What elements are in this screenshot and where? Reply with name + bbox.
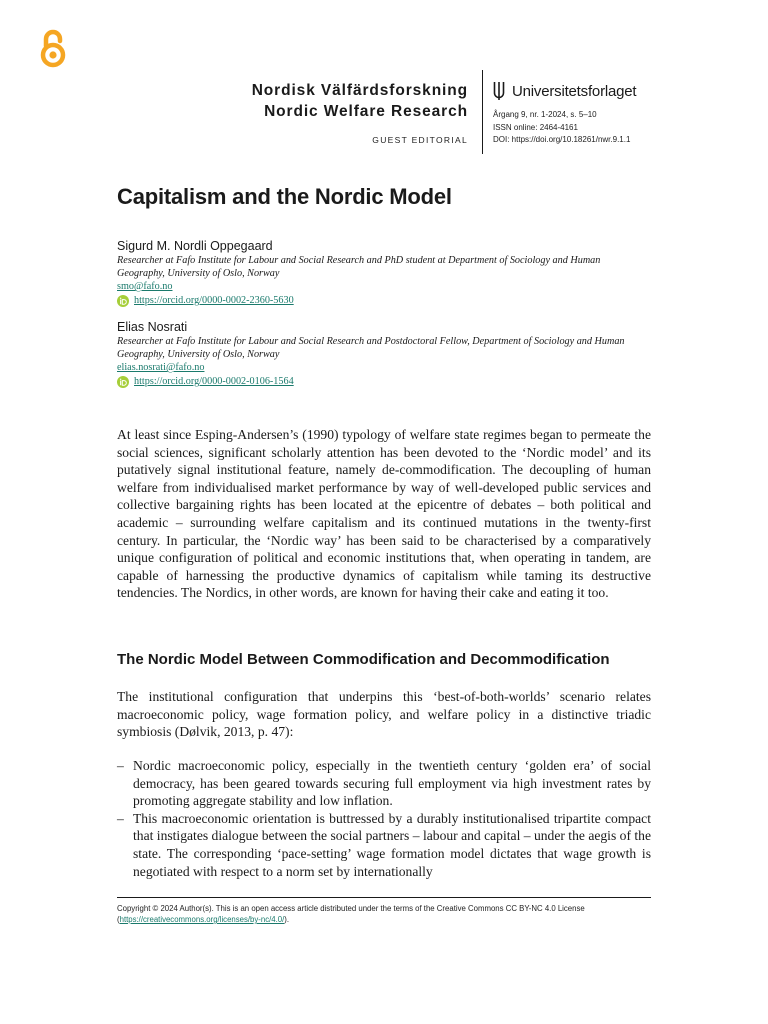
article-meta <box>493 109 636 147</box>
list-dash: – <box>117 810 124 826</box>
author-name: Sigurd M. Nordli Oppegaard <box>117 239 273 253</box>
universitetsforlaget-logo-icon <box>493 81 505 101</box>
author-orcid-link[interactable]: https://orcid.org/0000-0002-2360-5630 <box>117 293 657 309</box>
journal-title-en: Nordic Welfare Research <box>264 103 468 120</box>
bullet-list <box>117 757 651 880</box>
section-heading: The Nordic Model Between Commodification and Decommodification <box>117 651 610 668</box>
issue-info: Årgang 9, nr. 1-2024, s. 5–10 <box>493 110 597 119</box>
publisher-name: Universitetsforlaget <box>512 82 637 100</box>
author-block <box>117 238 657 309</box>
article-title: Capitalism and the Nordic Model <box>117 184 452 209</box>
author-name: Elias Nosrati <box>117 320 188 334</box>
list-item: – Nordic macroeconomic policy, especially in the twentieth century ‘golden era’ of social democracy, has been geared towards securing full employment via high investment rates by promoting aggregate stability and low inflation. <box>117 758 651 809</box>
author-email-link[interactable]: smo@fafo.no <box>117 281 173 292</box>
issn-info: ISSN online: 2464-4161 <box>493 122 578 132</box>
author-affiliation: Researcher at Fafo Institute for Labour and Social Research and Postdoctoral Fellow, Department of Sociology and Human Geography, University of Oslo, Norway <box>117 336 625 360</box>
orcid-icon <box>117 376 129 388</box>
journal-title-sv: Nordisk Välfärdsforskning <box>251 82 468 99</box>
section-paragraph: The institutional configuration that underpins this ‘best-of-both-worlds’ scenario relates macroeconomic policy, wage formation policy, and welfare policy in a distinctive triadic symbiosis (Dølvik, 2013, p. 47): <box>117 689 651 740</box>
footer-divider <box>117 897 651 898</box>
list-dash: – <box>117 758 124 773</box>
author-block <box>117 319 657 390</box>
copyright-footer: Copyright © 2024 Author(s). This is an open access article distributed under the terms of the Creative Commons CC BY-NC 4.0 License (https://creativecommons.org/licenses/by-nc/4.0/). <box>117 904 585 924</box>
open-lock-icon <box>38 28 68 68</box>
journal-title-block <box>252 80 468 145</box>
section-label: GUEST EDITORIAL <box>372 135 468 145</box>
license-link[interactable]: https://creativecommons.org/licenses/by-nc/4.0/ <box>119 915 285 924</box>
orcid-icon <box>117 295 129 307</box>
author-email-link[interactable]: elias.nosrati@fafo.no <box>117 362 205 373</box>
author-affiliation: Researcher at Fafo Institute for Labour and Social Research and PhD student at Department of Sociology and Human Geography, University of Oslo, Norway <box>117 255 601 279</box>
doi-link[interactable]: DOI: https://doi.org/10.18261/nwr.9.1.1 <box>493 135 631 144</box>
copyright-text: Copyright © 2024 Author(s). This is an open access article distributed under the terms of the Creative Commons CC BY-NC 4.0 License <box>117 904 585 913</box>
publisher-block <box>493 80 636 147</box>
header-divider <box>482 70 483 154</box>
list-item: – This macroeconomic orientation is buttressed by a durably institutionalised tripartite compact that instigates dialogue between the social partners – labour and capital – under the aegis of the state. The corresponding ‘pace-setting’ wage formation model dictates that wage growth is negotiated with respect to a norm set by internationally <box>117 810 651 879</box>
intro-paragraph: At least since Esping-Andersen’s (1990) typology of welfare state regimes began to permeate the social sciences, significant scholarly attention has been devoted to the ‘Nordic model’ and its putatively signal institutional feature, namely de-commodification. The decoupling of human welfare from individualised market performance by way of well-developed public services and collective bargaining rights has been located at the epicentre of debates – both political and academic – surrounding welfare capitalism and its continued mutations in the twenty-first century. In particular, the ‘Nordic way’ has been said to be characterised by a comparatively unique configuration of political and economic institutions that, when operating in tandem, are capable of harnessing the productive dynamics of capitalism while taming its destructive tendencies. The Nordics, in other words, are known for having their cake and eating it too. <box>117 427 651 601</box>
author-orcid-link[interactable]: https://orcid.org/0000-0002-0106-1564 <box>117 374 657 390</box>
